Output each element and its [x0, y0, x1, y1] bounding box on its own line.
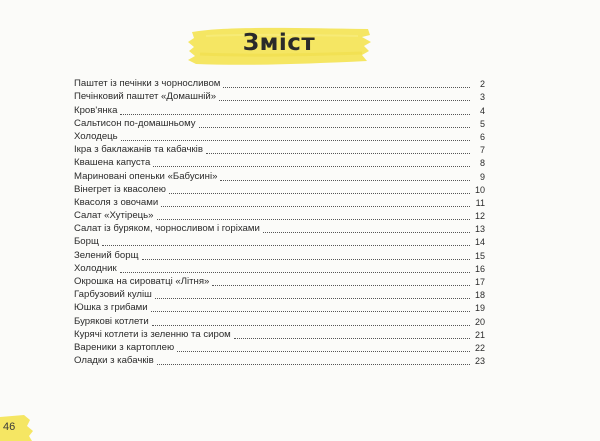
- toc-entry-title: Холодець: [74, 130, 118, 142]
- toc-entry: [74, 314, 485, 327]
- table-of-contents: [74, 77, 485, 367]
- toc-entry-title: Юшка з грибами: [74, 302, 148, 314]
- toc-entry: [74, 117, 485, 130]
- toc-entry: [74, 183, 485, 196]
- toc-entry: [74, 288, 485, 301]
- toc-entry-title: Холодник: [74, 262, 117, 274]
- toc-entry-title: Курячі котлети із зеленню та сиром: [74, 328, 231, 340]
- toc-entry-title: Гарбузовий куліш: [74, 289, 152, 301]
- toc-entry: [74, 90, 485, 103]
- toc-entry-title: Салат із буряком, чорносливом і горіхами: [74, 223, 260, 235]
- dot-leader: [151, 310, 470, 312]
- toc-entry-page: 5: [479, 118, 485, 129]
- toc-entry: [74, 341, 485, 354]
- toc-entry: [74, 328, 485, 341]
- dot-leader: [102, 244, 470, 246]
- dot-leader: [153, 165, 470, 167]
- toc-entry: [74, 209, 485, 222]
- dot-leader: [206, 152, 470, 154]
- toc-entry-page: 23: [474, 356, 485, 367]
- toc-entry-page: 10: [474, 184, 485, 195]
- toc-entry-page: 4: [479, 105, 485, 116]
- toc-entry-title: Вареники з картоплею: [74, 341, 175, 353]
- dot-leader: [142, 258, 471, 260]
- title-block: [186, 20, 372, 70]
- toc-entry-page: 16: [474, 263, 485, 274]
- toc-entry-title: Квашена капуста: [74, 157, 151, 169]
- page-number: 46: [3, 421, 16, 433]
- dot-leader: [234, 337, 470, 339]
- toc-entry-title: Вінегрет із квасолею: [74, 183, 166, 195]
- toc-entry-page: 15: [474, 250, 485, 261]
- toc-entry-title: Паштет із печінки з чорносливом: [74, 78, 221, 90]
- toc-entry-page: 3: [479, 92, 485, 103]
- toc-entry: [74, 222, 485, 235]
- toc-entry-page: 17: [474, 277, 485, 287]
- toc-entry-title: Квасоля з овочами: [74, 196, 159, 208]
- toc-entry-page: 6: [479, 131, 485, 142]
- toc-entry: [74, 77, 485, 90]
- toc-entry-title: Сальтисон по-домашньому: [74, 117, 196, 129]
- toc-entry: [74, 354, 485, 367]
- dot-leader: [177, 350, 470, 352]
- dot-leader: [263, 231, 470, 233]
- toc-entry: [74, 143, 485, 156]
- toc-entry-title: Мариновані опеньки «Бабусині»: [74, 170, 218, 182]
- toc-entry-page: 12: [474, 211, 485, 222]
- toc-entry-page: 7: [479, 145, 485, 156]
- toc-entry-title: Бурякові котлети: [74, 315, 149, 327]
- page-title: Зміст: [242, 30, 316, 56]
- dot-leader: [219, 99, 470, 101]
- toc-entry: [74, 275, 485, 288]
- toc-entry-page: 20: [474, 316, 485, 327]
- toc-entry-title: Кров'янка: [74, 104, 118, 116]
- toc-entry-page: 22: [474, 342, 485, 353]
- toc-entry: [74, 262, 485, 275]
- toc-entry-page: 9: [479, 171, 485, 182]
- toc-entry-title: Окрошка на сироватці «Літня»: [74, 276, 210, 287]
- toc-entry: [74, 301, 485, 314]
- toc-entry: [74, 196, 485, 209]
- toc-entry: [74, 156, 485, 169]
- toc-entry: [74, 248, 485, 261]
- dot-leader: [157, 363, 470, 365]
- dot-leader: [121, 139, 470, 141]
- toc-entry-page: 2: [479, 79, 485, 90]
- toc-entry: [74, 130, 485, 143]
- toc-entry-title: Зелений борщ: [74, 249, 139, 261]
- dot-leader: [120, 271, 470, 273]
- dot-leader: [152, 324, 470, 326]
- dot-leader: [161, 205, 470, 207]
- toc-entry: [74, 235, 485, 248]
- dot-leader: [199, 126, 470, 128]
- toc-entry-page: 13: [474, 224, 485, 235]
- dot-leader: [220, 179, 470, 181]
- dot-leader: [155, 297, 470, 299]
- dot-leader: [223, 86, 470, 88]
- page-number-block: [0, 414, 34, 441]
- toc-entry-title: Ікра з баклажанів та кабачків: [74, 144, 203, 156]
- toc-entry-page: 21: [474, 329, 485, 340]
- toc-entry-title: Оладки з кабачків: [74, 355, 154, 367]
- toc-entry-title: Салат «Хутірець»: [74, 210, 154, 222]
- dot-leader: [120, 113, 470, 115]
- toc-entry: [74, 103, 485, 116]
- toc-entry-page: 18: [474, 290, 485, 301]
- dot-leader: [169, 192, 470, 194]
- toc-entry-page: 14: [474, 237, 485, 248]
- toc-entry-page: 19: [474, 303, 485, 314]
- toc-entry-page: 8: [479, 158, 485, 169]
- dot-leader: [157, 218, 471, 220]
- toc-entry-page: 11: [475, 197, 485, 208]
- toc-entry: [74, 169, 485, 182]
- toc-entry-title: Печінковий паштет «Домашній»: [74, 91, 217, 103]
- dot-leader: [212, 284, 470, 286]
- toc-entry-title: Борщ: [74, 236, 99, 248]
